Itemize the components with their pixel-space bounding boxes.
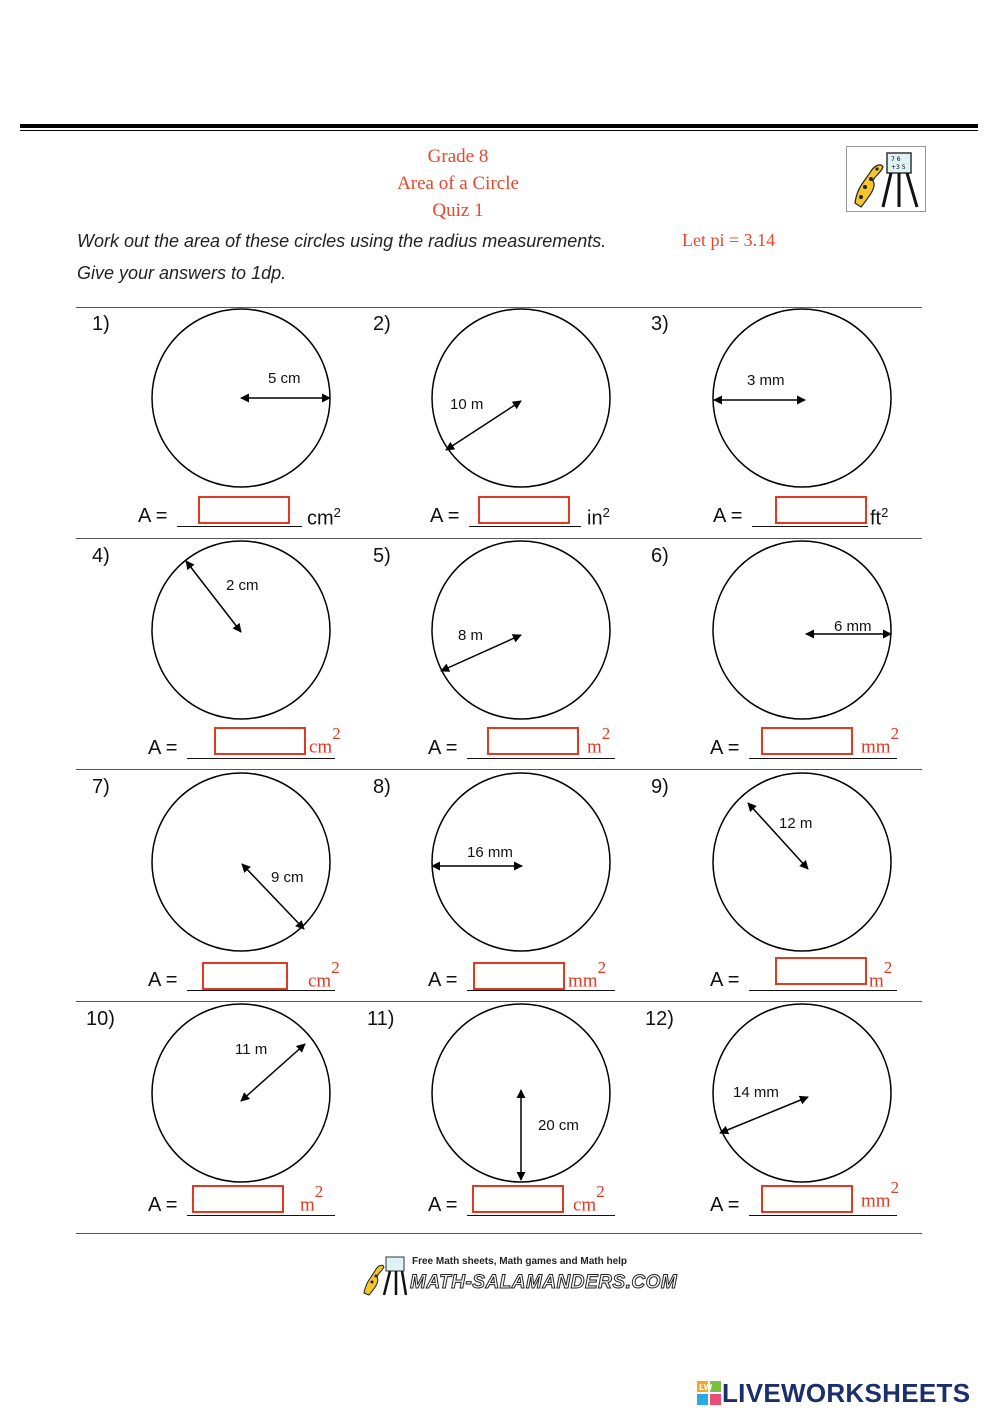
answer-input-10[interactable] xyxy=(192,1185,284,1213)
unit-label: $in^2$ xyxy=(587,505,610,530)
circle-4 xyxy=(152,541,330,719)
circle-10 xyxy=(152,1004,330,1182)
unit-label: $cm^2$ xyxy=(573,1182,605,1216)
answer-input-5[interactable] xyxy=(487,727,579,755)
answer-prefix: A = xyxy=(428,737,458,759)
answer-prefix: A = xyxy=(710,969,740,991)
radius-label: 8 m xyxy=(458,627,484,644)
answer-input-9[interactable] xyxy=(775,957,867,985)
question-number: 7) xyxy=(92,776,110,798)
liveworksheets-logo-icon xyxy=(697,1381,721,1405)
unit-label: $ft^2$ xyxy=(870,505,889,530)
unit-label: $cm^2$ xyxy=(309,724,341,758)
answer-input-3[interactable] xyxy=(775,496,867,524)
circle-7 xyxy=(152,773,330,951)
answer-prefix: A = xyxy=(710,1194,740,1216)
question-number: 5) xyxy=(373,545,391,567)
pi-note: Let pi = 3.14 xyxy=(682,230,776,250)
answer-input-1[interactable] xyxy=(198,496,290,524)
circle-8 xyxy=(432,773,610,951)
radius-label: 16 mm xyxy=(467,844,513,861)
answer-prefix: A = xyxy=(713,505,743,527)
radius-label: 3 mm xyxy=(747,372,785,389)
footer-brand[interactable]: MATH-SALAMANDERS.COM xyxy=(410,1272,678,1293)
radius-label: 10 m xyxy=(450,396,484,413)
answer-underline xyxy=(177,526,302,527)
unit-label: $m^2$ xyxy=(869,958,893,992)
answer-prefix: A = xyxy=(430,505,460,527)
answer-prefix: A = xyxy=(148,737,178,759)
radius-label: 20 cm xyxy=(538,1117,579,1134)
answer-prefix: A = xyxy=(428,969,458,991)
unit-label: $cm^2$ xyxy=(308,958,340,992)
radius-label: 12 m xyxy=(779,815,813,832)
radius-arrow-12 xyxy=(720,1097,808,1133)
answer-underline xyxy=(752,526,868,527)
footer-tagline: Free Math sheets, Math games and Math help xyxy=(412,1256,628,1267)
radius-label: 5 cm xyxy=(268,370,301,387)
instruction-line-1: Work out the area of these circles using the radius measurements. xyxy=(77,231,607,251)
answer-input-6[interactable] xyxy=(761,727,853,755)
answer-input-11[interactable] xyxy=(472,1185,564,1213)
title-grade: Grade 8 xyxy=(427,146,489,167)
question-number: 4) xyxy=(92,545,110,567)
instruction-line-2: Give your answers to 1dp. xyxy=(77,263,287,283)
question-number: 12) xyxy=(645,1008,674,1030)
unit-label: $mm^2$ xyxy=(861,1178,900,1212)
answer-input-2[interactable] xyxy=(478,496,570,524)
radius-label: 9 cm xyxy=(271,869,304,886)
question-number: 2) xyxy=(373,313,391,335)
question-number: 11) xyxy=(367,1008,395,1030)
title-quiz: Quiz 1 xyxy=(432,200,484,221)
answer-prefix: A = xyxy=(138,505,168,527)
answer-prefix: A = xyxy=(428,1194,458,1216)
unit-label: $mm^2$ xyxy=(861,724,900,758)
liveworksheets-brand: LIVEWORKSHEETS xyxy=(722,1378,971,1408)
question-number: 10) xyxy=(86,1008,115,1030)
radius-label: 2 cm xyxy=(226,577,259,594)
question-number: 8) xyxy=(373,776,391,798)
question-number: 9) xyxy=(651,776,669,798)
title-topic: Area of a Circle xyxy=(397,173,519,194)
question-number: 1) xyxy=(92,313,110,335)
radius-label: 14 mm xyxy=(733,1084,779,1101)
svg-text:+3 5: +3 5 xyxy=(891,164,906,171)
circle-3 xyxy=(713,309,891,487)
answer-input-12[interactable] xyxy=(761,1185,853,1213)
radius-arrow-9 xyxy=(748,803,808,869)
footer-salamander-icon xyxy=(360,1255,408,1297)
answer-prefix: A = xyxy=(148,969,178,991)
answer-underline xyxy=(749,1215,897,1216)
svg-text:LW: LW xyxy=(699,1383,713,1392)
answer-prefix: A = xyxy=(148,1194,178,1216)
question-number: 3) xyxy=(651,313,669,335)
unit-label: $m^2$ xyxy=(300,1182,324,1216)
unit-label: $cm^2$ xyxy=(307,505,341,530)
radius-label: 6 mm xyxy=(834,618,872,635)
answer-input-8[interactable] xyxy=(473,962,565,990)
question-number: 6) xyxy=(651,545,669,567)
answer-input-7[interactable] xyxy=(202,962,288,990)
radius-arrow-4 xyxy=(186,561,241,632)
radius-label: 11 m xyxy=(235,1041,268,1058)
unit-label: $mm^2$ xyxy=(568,958,607,992)
unit-label: $m^2$ xyxy=(587,724,611,758)
answer-prefix: A = xyxy=(710,737,740,759)
answer-underline xyxy=(469,526,581,527)
svg-text:7 6: 7 6 xyxy=(891,156,901,163)
answer-input-4[interactable] xyxy=(214,727,306,755)
